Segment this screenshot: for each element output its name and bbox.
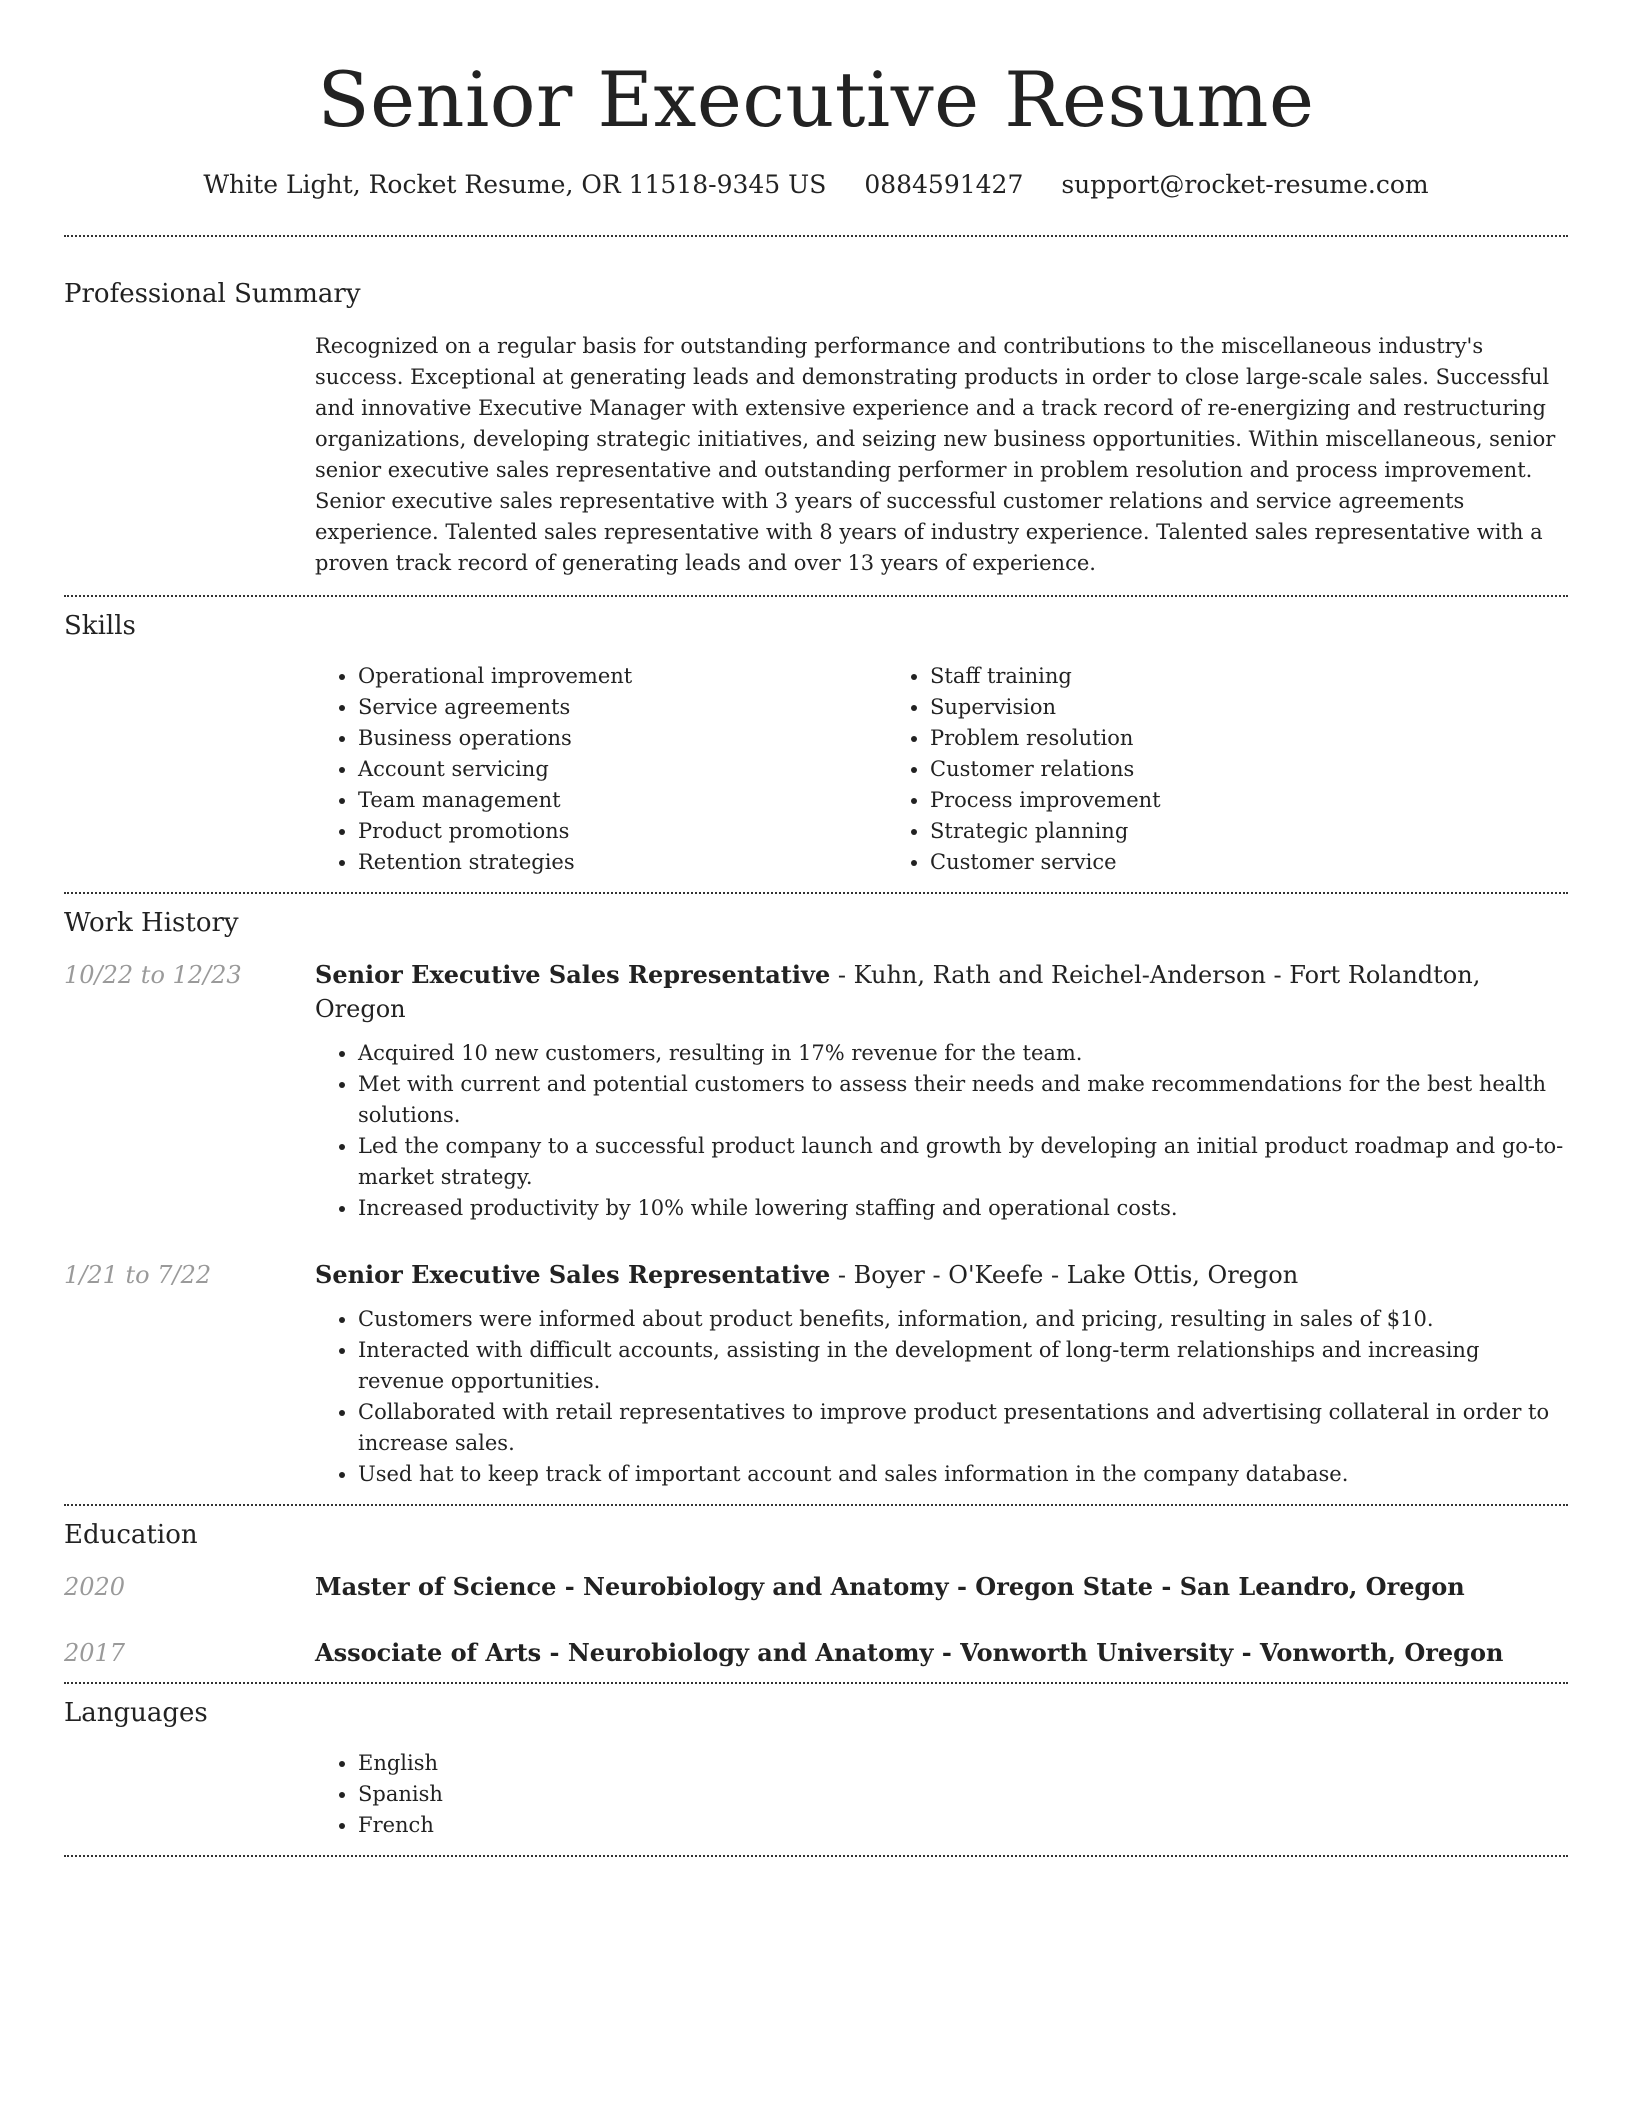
languages-list bbox=[315, 1748, 1568, 1841]
skills-list-left bbox=[315, 661, 887, 878]
skills-heading: Skills bbox=[64, 611, 136, 641]
job-bullet: • Acquired 10 new customers, resulting in 17% revenue for the team. bbox=[358, 1038, 1568, 1069]
job-bullet: • Met with current and potential customers to assess their needs and make recommendations for the best health solutions. bbox=[358, 1069, 1568, 1131]
job-date: 1/21 to 7/22 bbox=[64, 1261, 212, 1289]
skill-item: • Customer service bbox=[930, 847, 1459, 878]
contact-address: White Light, Rocket Resume, OR 11518-9345 US bbox=[203, 170, 827, 199]
contact-phone: 0884591427 bbox=[864, 170, 1024, 199]
skills-section bbox=[64, 597, 1568, 892]
job-bullet: • Led the company to a successful product launch and growth by developing an initial product roadmap and go-to-market strategy. bbox=[358, 1131, 1568, 1193]
education-entry bbox=[64, 1570, 1568, 1604]
skill-item: • Account servicing bbox=[358, 754, 887, 785]
skill-item: • Supervision bbox=[930, 692, 1459, 723]
job-role: Senior Executive Sales Representative bbox=[315, 960, 831, 989]
skill-item: • Problem resolution bbox=[930, 723, 1459, 754]
skill-item: • Retention strategies bbox=[358, 847, 887, 878]
job-bullets bbox=[315, 1038, 1568, 1224]
skill-item: • Strategic planning bbox=[930, 816, 1459, 847]
skill-item: • Product promotions bbox=[358, 816, 887, 847]
job-company: - Boyer - O'Keefe - Lake Ottis, Oregon bbox=[830, 1261, 1299, 1289]
resume-header bbox=[64, 0, 1568, 202]
job-bullets bbox=[315, 1304, 1568, 1490]
contact-line bbox=[64, 168, 1568, 202]
summary-heading: Professional Summary bbox=[64, 279, 361, 309]
languages-heading: Languages bbox=[64, 1698, 208, 1728]
job-bullet: • Customers were informed about product benefits, information, and pricing, resulting in sales of $10. bbox=[358, 1304, 1568, 1335]
job-title bbox=[315, 958, 1568, 1026]
resume-title: Senior Executive Resume bbox=[317, 55, 1315, 144]
education-title: Associate of Arts - Neurobiology and Anatomy - Vonworth University - Vonworth, Oregon bbox=[315, 1638, 1504, 1667]
skill-item: • Staff training bbox=[930, 661, 1459, 692]
education-date: 2017 bbox=[64, 1639, 126, 1667]
job-bullet: • Collaborated with retail representatives to improve product presentations and advertising collateral in order to increase sales. bbox=[358, 1397, 1568, 1459]
skill-item: • Service agreements bbox=[358, 692, 887, 723]
skills-grid bbox=[315, 661, 1568, 878]
work-history-heading: Work History bbox=[64, 908, 239, 938]
language-item: • English bbox=[358, 1748, 1568, 1779]
education-section bbox=[64, 1506, 1568, 1682]
summary-text: Recognized on a regular basis for outstanding performance and contributions to the miscellaneous industry's success. Exceptional at generating leads and demonstrating products in order to close large-scale sales. Successful and innovative Executive Manager with extensive experience and a track record of re-energizing and restructuring organizations, developing strategic initiatives, and seizing new business opportunities. Within miscellaneous, senior senior executive sales representative and outstanding performer in problem resolution and process improvement. Senior executive sales representative with 3 years of successful customer relations and service agreements experience. Talented sales representative with 8 years of industry experience. Talented sales representative with a proven track record of generating leads and over 13 years of experience. bbox=[315, 334, 1556, 575]
language-item: • Spanish bbox=[358, 1779, 1568, 1810]
job-bullet: • Used hat to keep track of important account and sales information in the company database. bbox=[358, 1459, 1568, 1490]
education-heading: Education bbox=[64, 1520, 198, 1550]
job-entry bbox=[64, 958, 1568, 1224]
job-role: Senior Executive Sales Representative bbox=[315, 1260, 831, 1289]
skill-item: • Operational improvement bbox=[358, 661, 887, 692]
job-title bbox=[315, 1258, 1568, 1292]
job-company: - Kuhn, Rath and Reichel-Anderson - Fort Rolandton, Oregon bbox=[315, 961, 1481, 1023]
education-date: 2020 bbox=[64, 1573, 126, 1601]
skills-list-right bbox=[887, 661, 1459, 878]
job-date: 10/22 to 12/23 bbox=[64, 961, 242, 989]
resume-page bbox=[64, 0, 1568, 1857]
contact-email: support@rocket-resume.com bbox=[1061, 170, 1429, 199]
language-item: • French bbox=[358, 1810, 1568, 1841]
skill-item: • Customer relations bbox=[930, 754, 1459, 785]
job-entry bbox=[64, 1258, 1568, 1490]
job-bullet: • Interacted with difficult accounts, assisting in the development of long-term relationships and increasing revenue opportunities. bbox=[358, 1335, 1568, 1397]
job-bullet: • Increased productivity by 10% while lowering staffing and operational costs. bbox=[358, 1193, 1568, 1224]
summary-section bbox=[64, 237, 1568, 595]
skill-item: • Process improvement bbox=[930, 785, 1459, 816]
section-divider bbox=[64, 1855, 1568, 1857]
education-entry bbox=[64, 1636, 1568, 1670]
education-title: Master of Science - Neurobiology and Anatomy - Oregon State - San Leandro, Oregon bbox=[315, 1572, 1465, 1601]
work-history-section bbox=[64, 894, 1568, 1504]
skill-item: • Team management bbox=[358, 785, 887, 816]
skill-item: • Business operations bbox=[358, 723, 887, 754]
languages-section bbox=[64, 1684, 1568, 1855]
